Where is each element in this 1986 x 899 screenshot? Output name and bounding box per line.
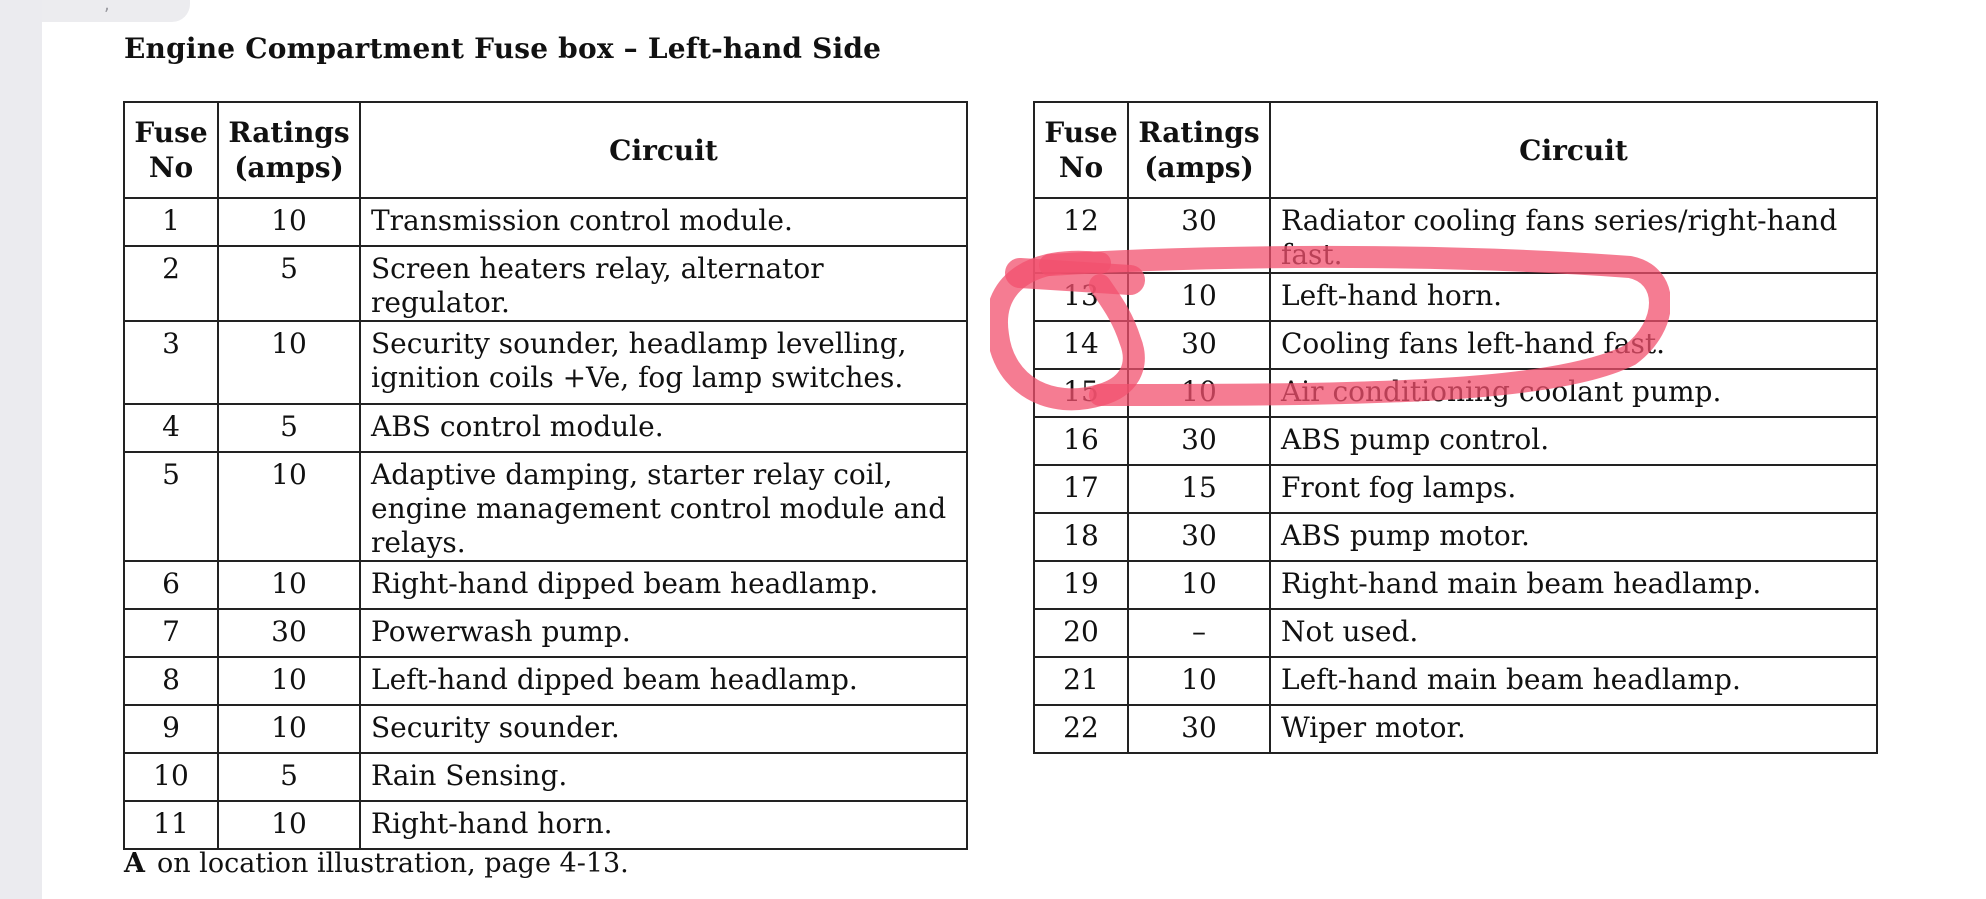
fuse-circuit: Right-hand dipped beam headlamp. — [360, 561, 967, 609]
fuse-rating: 10 — [1128, 273, 1270, 321]
fuse-circuit: Radiator cooling fans series/right-hand fast. — [1270, 198, 1877, 273]
fuse-number: 21 — [1034, 657, 1128, 705]
fuse-number: 12 — [1034, 198, 1128, 273]
footnote — [124, 848, 629, 879]
fuse-number: 22 — [1034, 705, 1128, 753]
fuse-number: 13 — [1034, 273, 1128, 321]
fuse-rating: 10 — [1128, 657, 1270, 705]
fuse-rating: 5 — [218, 404, 360, 452]
fuse-circuit: Not used. — [1270, 609, 1877, 657]
fuse-circuit: Wiper motor. — [1270, 705, 1877, 753]
fuse-circuit: Security sounder, headlamp levelling, ignition coils +Ve, fog lamp switches. — [360, 321, 967, 404]
page-marker-icon: , — [104, 0, 110, 15]
table-row — [1034, 465, 1877, 513]
table-row — [124, 705, 967, 753]
table-row — [124, 609, 967, 657]
fuse-table-right — [1033, 101, 1878, 754]
fuse-rating: 30 — [1128, 417, 1270, 465]
fuse-rating: 10 — [1128, 369, 1270, 417]
table-row — [124, 452, 967, 561]
table-row — [1034, 657, 1877, 705]
fuse-number: 6 — [124, 561, 218, 609]
fuse-circuit: ABS control module. — [360, 404, 967, 452]
fuse-number: 17 — [1034, 465, 1128, 513]
fuse-rating: 10 — [1128, 561, 1270, 609]
page-title: Engine Compartment Fuse box – Left-hand Side — [124, 32, 882, 65]
fuse-rating: 5 — [218, 246, 360, 321]
fuse-rating: 5 — [218, 753, 360, 801]
header-fuse-no: Fuse No — [124, 102, 218, 198]
fuse-number: 15 — [1034, 369, 1128, 417]
fuse-table-left — [123, 101, 968, 850]
table-row — [1034, 198, 1877, 273]
table-row — [124, 198, 967, 246]
table-row — [1034, 561, 1877, 609]
table-row — [124, 561, 967, 609]
fuse-circuit: Security sounder. — [360, 705, 967, 753]
fuse-circuit: Left-hand main beam headlamp. — [1270, 657, 1877, 705]
table-header-row — [1034, 102, 1877, 198]
header-ratings: Ratings (amps) — [1128, 102, 1270, 198]
table-row — [1034, 609, 1877, 657]
fuse-number: 4 — [124, 404, 218, 452]
fuse-circuit: Right-hand main beam headlamp. — [1270, 561, 1877, 609]
fuse-circuit: Transmission control module. — [360, 198, 967, 246]
fuse-circuit: ABS pump motor. — [1270, 513, 1877, 561]
fuse-number: 10 — [124, 753, 218, 801]
fuse-number: 1 — [124, 198, 218, 246]
fuse-rating: 10 — [218, 705, 360, 753]
fuse-rating: 30 — [1128, 513, 1270, 561]
fuse-rating: 30 — [1128, 321, 1270, 369]
fuse-number: 11 — [124, 801, 218, 849]
table-row — [1034, 369, 1877, 417]
fuse-number: 7 — [124, 609, 218, 657]
fuse-number: 19 — [1034, 561, 1128, 609]
fuse-circuit: Powerwash pump. — [360, 609, 967, 657]
table-row — [124, 657, 967, 705]
fuse-rating: 30 — [1128, 198, 1270, 273]
footnote-text: on location illustration, page 4-13. — [156, 848, 629, 879]
fuse-rating: 30 — [218, 609, 360, 657]
fuse-number: 3 — [124, 321, 218, 404]
fuse-rating: 15 — [1128, 465, 1270, 513]
fuse-circuit: Rain Sensing. — [360, 753, 967, 801]
fuse-rating: 10 — [218, 452, 360, 561]
fuse-circuit: Left-hand horn. — [1270, 273, 1877, 321]
fuse-number: 2 — [124, 246, 218, 321]
fuse-number: 9 — [124, 705, 218, 753]
fuse-circuit: Front fog lamps. — [1270, 465, 1877, 513]
footnote-letter: A — [124, 848, 145, 879]
table-row — [124, 404, 967, 452]
fuse-circuit: Right-hand horn. — [360, 801, 967, 849]
fuse-rating: 10 — [218, 657, 360, 705]
table-row — [124, 753, 967, 801]
fuse-rating: 10 — [218, 561, 360, 609]
fuse-number: 18 — [1034, 513, 1128, 561]
fuse-rating: 10 — [218, 801, 360, 849]
fuse-circuit: ABS pump control. — [1270, 417, 1877, 465]
fuse-rating: 10 — [218, 321, 360, 404]
fuse-rating: 10 — [218, 198, 360, 246]
header-ratings: Ratings (amps) — [218, 102, 360, 198]
fuse-circuit: Screen heaters relay, alternator regulator. — [360, 246, 967, 321]
header-fuse-no: Fuse No — [1034, 102, 1128, 198]
fuse-rating: – — [1128, 609, 1270, 657]
fuse-circuit: Left-hand dipped beam headlamp. — [360, 657, 967, 705]
table-row — [124, 801, 967, 849]
fuse-number: 16 — [1034, 417, 1128, 465]
table-header-row — [124, 102, 967, 198]
viewer-side-strip — [0, 0, 42, 899]
table-row — [1034, 273, 1877, 321]
fuse-number: 20 — [1034, 609, 1128, 657]
fuse-circuit: Adaptive damping, starter relay coil, engine management control module and relays. — [360, 452, 967, 561]
header-circuit: Circuit — [1270, 102, 1877, 198]
table-row — [1034, 417, 1877, 465]
table-row — [124, 321, 967, 404]
table-row — [124, 246, 967, 321]
header-circuit: Circuit — [360, 102, 967, 198]
fuse-rating: 30 — [1128, 705, 1270, 753]
table-row — [1034, 513, 1877, 561]
table-row — [1034, 705, 1877, 753]
viewer-top-tab[interactable] — [42, 0, 190, 22]
fuse-circuit: Air conditioning coolant pump. — [1270, 369, 1877, 417]
fuse-number: 8 — [124, 657, 218, 705]
fuse-number: 5 — [124, 452, 218, 561]
fuse-number: 14 — [1034, 321, 1128, 369]
table-row — [1034, 321, 1877, 369]
fuse-circuit: Cooling fans left-hand fast. — [1270, 321, 1877, 369]
